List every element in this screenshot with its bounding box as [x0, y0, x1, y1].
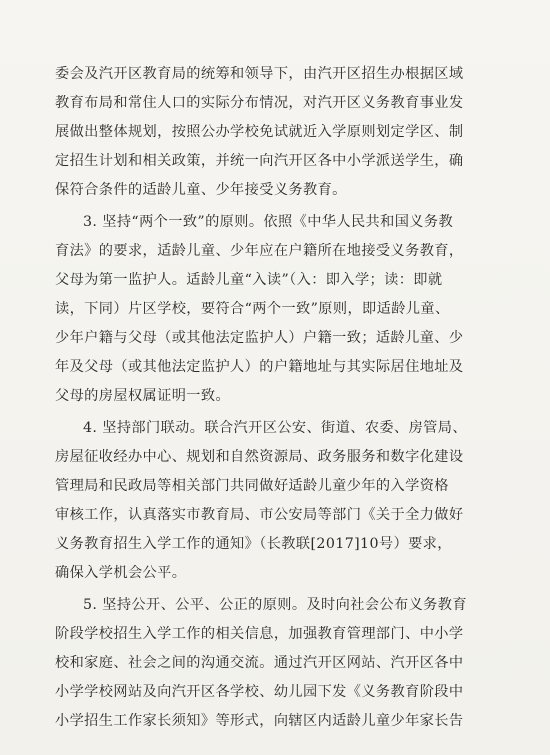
text-line: 少年户籍与父母（或其他法定监护人）户籍一致；适龄儿童、少 [55, 330, 464, 346]
text-line: 定招生计划和相关政策，并统一向汽开区各中小学派送学生，确 [55, 153, 464, 169]
text-line: 父母为第一监护人。适龄儿童“入读”（入：即入学；读：即就 [55, 272, 443, 288]
text-line: 3. 坚持“两个一致”的原则。依照《中华人民共和国义务教 [83, 214, 454, 230]
text-line: 管理局和民政局等相关部门共同做好适龄儿童少年的入学资格 [55, 478, 449, 494]
text-line: 5. 坚持公开、公平、公正的原则。及时向社会公布义务教育 [83, 597, 467, 613]
text-line: 委会及汽开区教育局的统筹和领导下，由汽开区招生办根据区域 [55, 66, 464, 82]
text-line: 小学招生工作家长须知》等形式，向辖区内适龄儿童少年家长告 [55, 713, 464, 729]
text-line: 义务教育招生入学工作的通知》（长教联[2017]10号）要求， [55, 536, 452, 552]
text-line: 4. 坚持部门联动。联合汽开区公安、街道、农委、房管局、 [83, 420, 467, 436]
text-line: 阶段学校招生入学工作的相关信息，加强教育管理部门、中小学 [55, 626, 464, 642]
text-line: 父母的房屋权属证明一致。 [55, 388, 231, 404]
text-line: 审核工作，认真落实市教育局、市公安局等部门《关于全力做好 [55, 507, 464, 523]
body-text [55, 60, 515, 739]
paragraph-principle-3 [55, 208, 515, 411]
text-line: 确保入学机会公平。 [55, 565, 187, 581]
text-line: 房屋征收经办中心、规划和自然资源局、政务服务和数字化建设 [55, 449, 464, 465]
paragraph-continuation [55, 60, 515, 205]
text-line: 育法》的要求，适龄儿童、少年应在户籍所在地接受义务教育， [55, 243, 464, 259]
paragraph-principle-5 [55, 591, 515, 736]
text-line: 年及父母（或其他法定监护人）的户籍地址与其实际居住地址及 [55, 359, 464, 375]
text-line: 保符合条件的适龄儿童、少年接受义务教育。 [55, 182, 347, 198]
text-line: 教育布局和常住人口的实际分布情况，对汽开区义务教育事业发 [55, 95, 464, 111]
text-line: 小学学校网站及向汽开区各学校、幼儿园下发《义务教育阶段中 [55, 684, 464, 700]
text-line: 校和家庭、社会之间的沟通交流。通过汽开区网站、汽开区各中 [55, 655, 464, 671]
paragraph-principle-4 [55, 414, 515, 588]
text-line: 展做出整体规划，按照公办学校免试就近入学原则划定学区、制 [55, 124, 464, 140]
text-line: 读，下同）片区学校，要符合“两个一致”原则，即适龄儿童、 [55, 301, 450, 317]
